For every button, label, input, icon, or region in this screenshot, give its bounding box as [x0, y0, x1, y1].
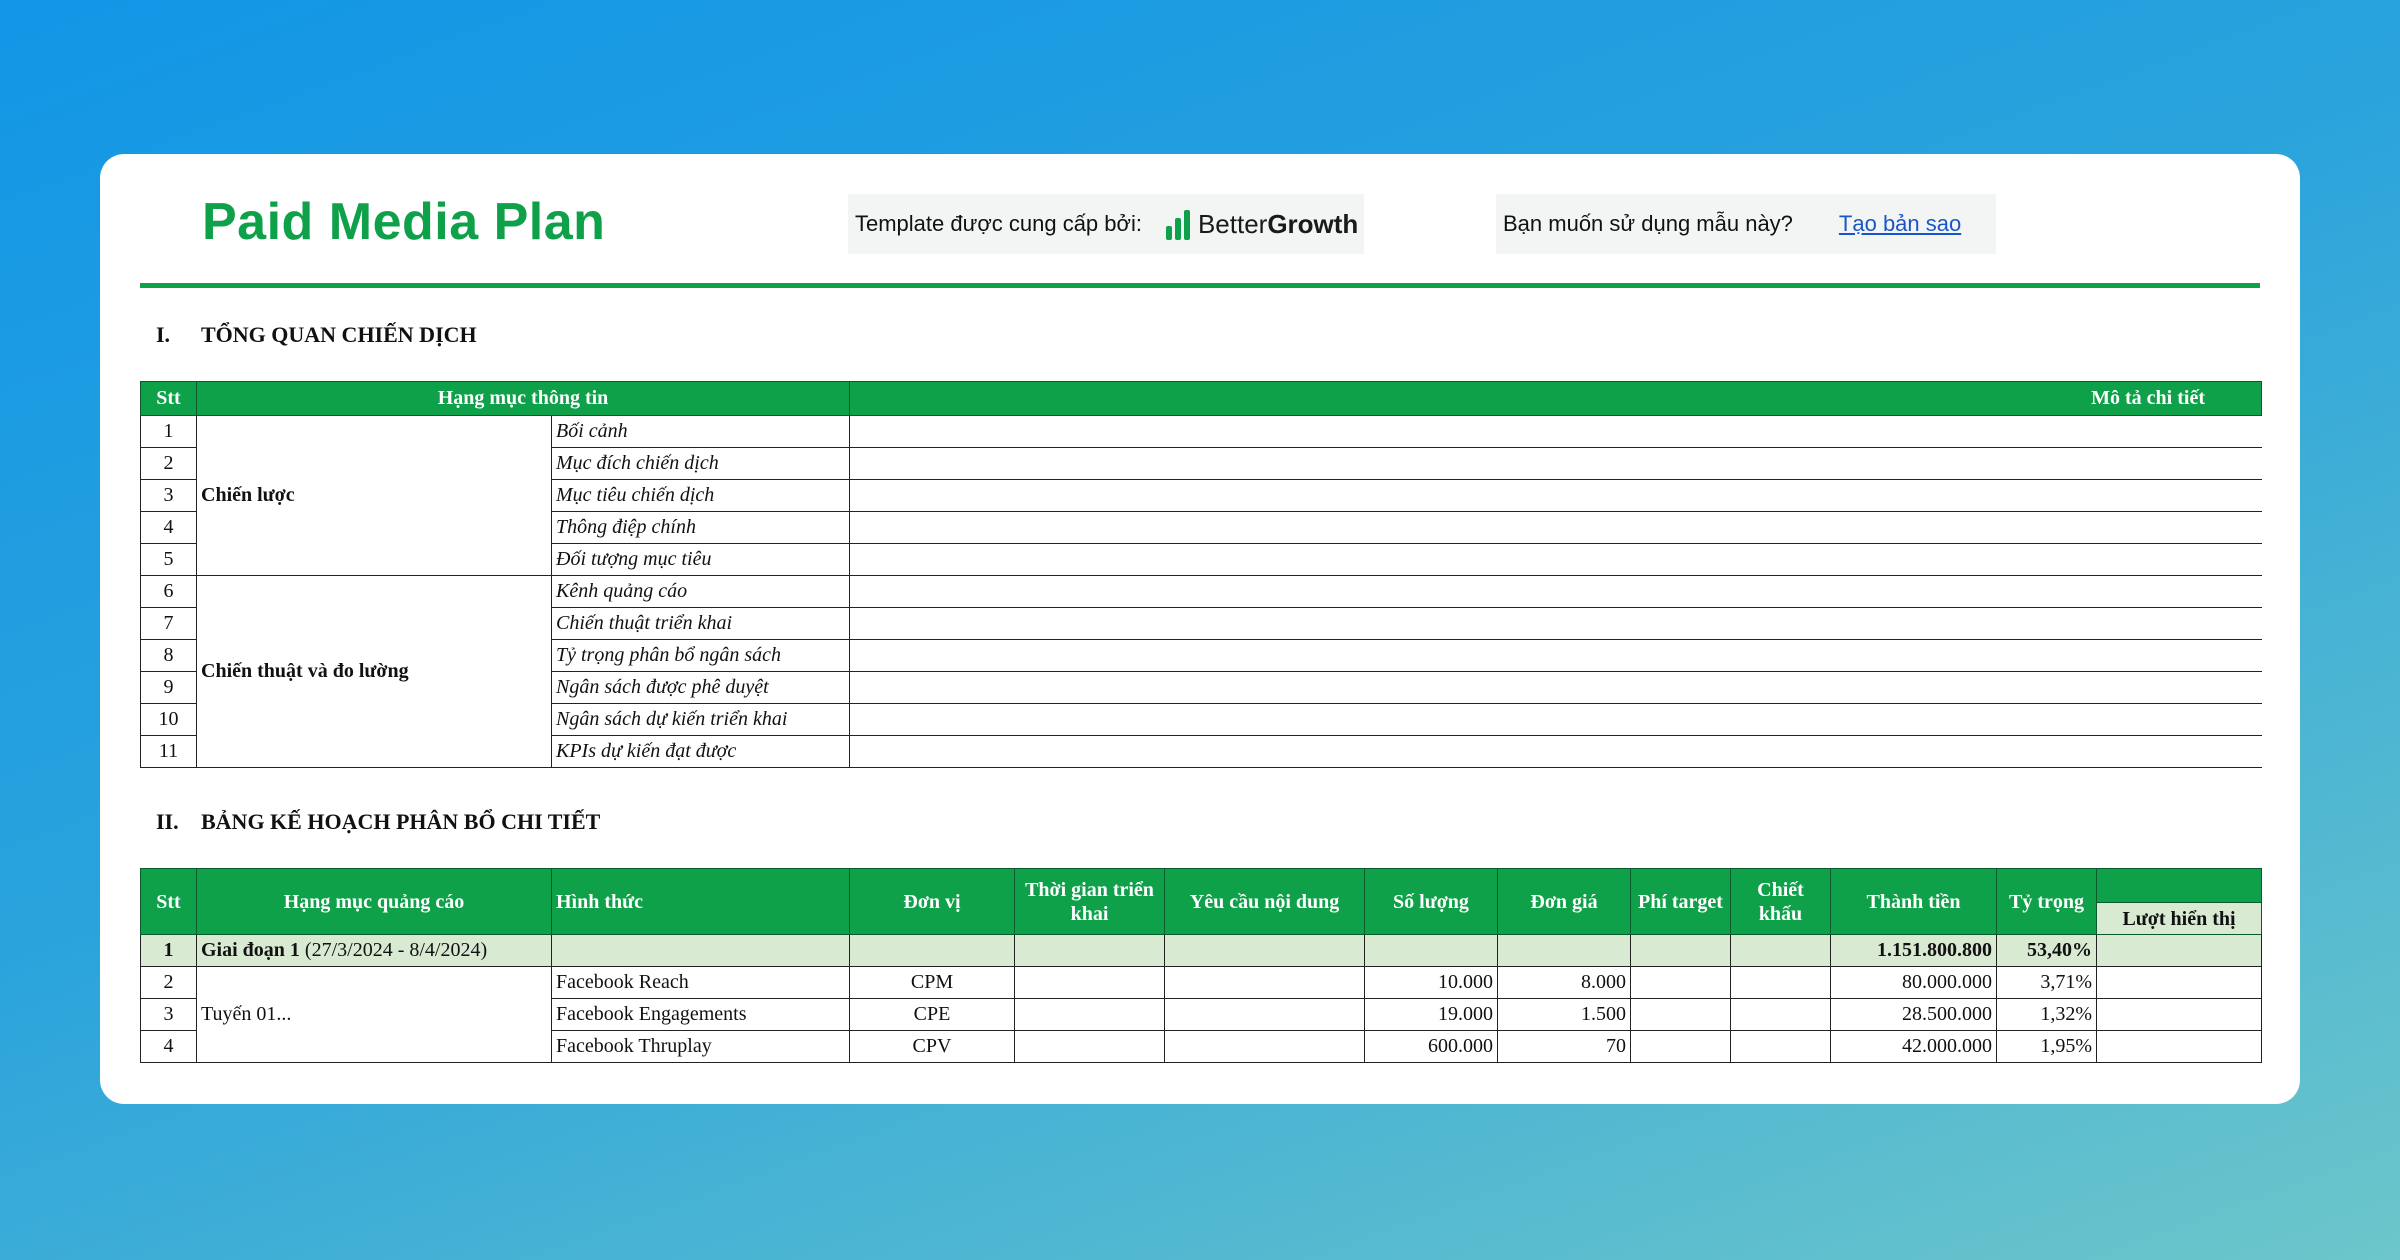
copy-question: Bạn muốn sử dụng mẫu này?: [1503, 211, 1793, 236]
header-format: Hình thức: [552, 869, 850, 935]
section-1-heading: I. TỔNG QUAN CHIẾN DỊCH: [156, 322, 477, 347]
table-row: 2 Tuyến 01... Facebook Reach CPM 10.000 8.000 80.000.000 3,71%: [141, 967, 2262, 999]
template-credit-label: Template được cung cấp bởi:: [855, 211, 1142, 236]
table-row: 4 Thông điệp chính: [141, 512, 2262, 544]
table-row: 11 KPIs dự kiến đạt được: [141, 736, 2262, 768]
detail-cell[interactable]: [850, 544, 2262, 576]
detail-cell[interactable]: [850, 480, 2262, 512]
allocation-plan-table: [140, 868, 2262, 1063]
phase-amount: 1.151.800.800: [1831, 935, 1997, 967]
brand-logo[interactable]: [1166, 208, 1358, 240]
header-time: Thời gian triển khai: [1015, 869, 1165, 935]
header-detail: Mô tả chi tiết: [850, 382, 2262, 416]
header-amount: Thành tiền: [1831, 869, 1997, 935]
overview-header-row: [141, 382, 2262, 416]
detail-cell[interactable]: [850, 512, 2262, 544]
detail-cell[interactable]: [850, 576, 2262, 608]
header-content: Yêu cầu nội dung: [1165, 869, 1365, 935]
header-unit: Đơn vị: [850, 869, 1015, 935]
table-row: 3 Mục tiêu chiến dịch: [141, 480, 2262, 512]
detail-cell[interactable]: [850, 608, 2262, 640]
header-category: Hạng mục thông tin: [197, 382, 850, 416]
detail-cell[interactable]: [850, 416, 2262, 448]
table-row: 10 Ngân sách dự kiến triển khai: [141, 704, 2262, 736]
bar-chart-icon: [1166, 208, 1190, 240]
detail-cell[interactable]: [850, 736, 2262, 768]
table-row: 4 Facebook Thruplay CPV 600.000 70 42.000.000 1,95%: [141, 1031, 2262, 1063]
header-impressions: Lượt hiển thị: [2097, 869, 2262, 935]
section-2-heading: II. BẢNG KẾ HOẠCH PHÂN BỔ CHI TIẾT: [156, 809, 601, 834]
detail-cell[interactable]: [850, 704, 2262, 736]
header-ad-category: Hạng mục quảng cáo: [197, 869, 552, 935]
header-quantity: Số lượng: [1365, 869, 1498, 935]
table-row: 3 Facebook Engagements CPE 19.000 1.500 28.500.000 1,32%: [141, 999, 2262, 1031]
table-row: 8 Tỷ trọng phân bổ ngân sách: [141, 640, 2262, 672]
table-row: 2 Mục đích chiến dịch: [141, 448, 2262, 480]
detail-cell[interactable]: [850, 672, 2262, 704]
plan-header-row: [141, 869, 2262, 935]
template-credit: [848, 194, 1364, 254]
header-stt: Stt: [141, 382, 197, 416]
table-row: 1 Chiến lược Bối cảnh: [141, 416, 2262, 448]
group-strategy: Chiến lược: [197, 416, 552, 576]
campaign-overview-table: [140, 381, 2262, 768]
table-row: 7 Chiến thuật triển khai: [141, 608, 2262, 640]
table-row: 6 Chiến thuật và đo lường Kênh quảng cáo: [141, 576, 2262, 608]
table-row: 5 Đối tượng mục tiêu: [141, 544, 2262, 576]
table-row: 9 Ngân sách được phê duyệt: [141, 672, 2262, 704]
make-copy-link[interactable]: Tạo bản sao: [1838, 211, 1962, 236]
header-discount: Chiết khấu: [1731, 869, 1831, 935]
header-price: Đơn giá: [1498, 869, 1631, 935]
route-cell: Tuyến 01...: [197, 967, 552, 1063]
phase-label: Giai đoạn 1 (27/3/2024 - 8/4/2024): [197, 935, 552, 967]
phase-share: 53,40%: [1997, 935, 2097, 967]
detail-cell[interactable]: [850, 448, 2262, 480]
detail-cell[interactable]: [850, 640, 2262, 672]
header-share: Tỷ trọng: [1997, 869, 2097, 935]
header-stt: Stt: [141, 869, 197, 935]
brand-name: BetterGrowth: [1197, 208, 1359, 239]
group-tactics: Chiến thuật và đo lường: [197, 576, 552, 768]
copy-template-box: [1496, 194, 1996, 254]
page-title: Paid Media Plan: [202, 193, 606, 251]
header-fee: Phí target: [1631, 869, 1731, 935]
header-divider: [140, 283, 2260, 288]
phase-row: 1 Giai đoạn 1 (27/3/2024 - 8/4/2024) 1.151.800.800 53,40%: [141, 935, 2262, 967]
spreadsheet-card: [100, 154, 2300, 1104]
